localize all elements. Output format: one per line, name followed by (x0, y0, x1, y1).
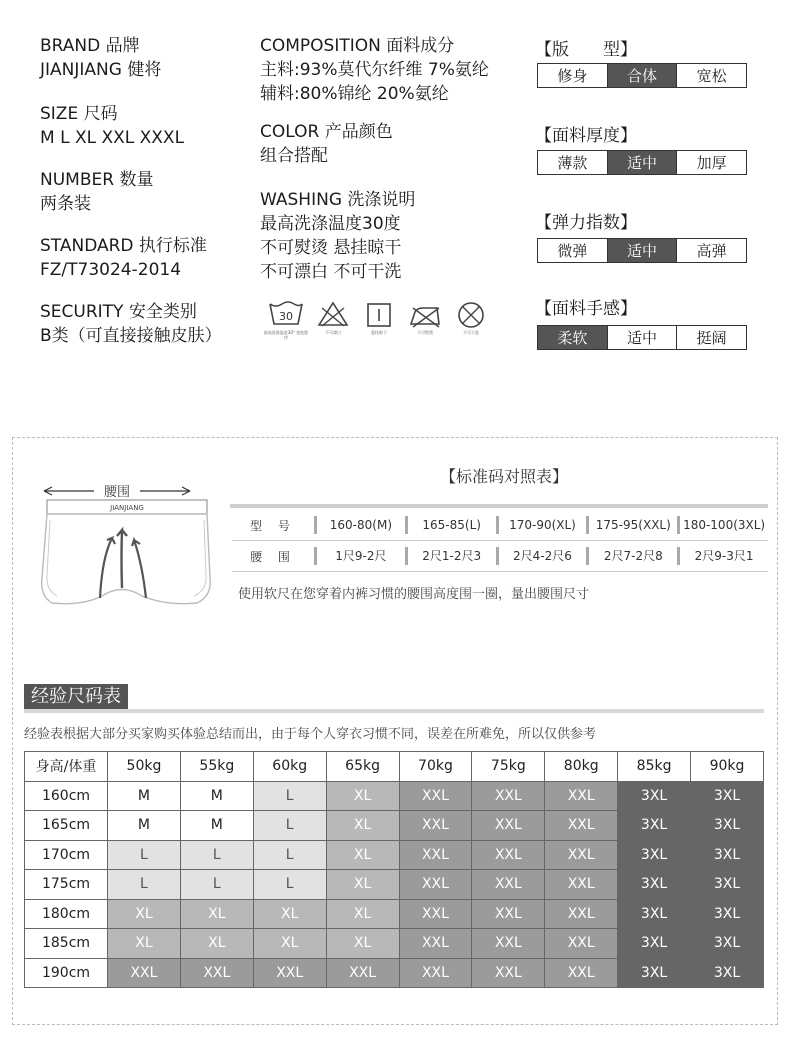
height-cell: 170cm (25, 840, 108, 870)
size-cell: L (108, 870, 181, 900)
standard-chart-top-bar (230, 504, 768, 508)
table-row (25, 958, 764, 988)
height-cell: 165cm (25, 811, 108, 841)
thickness-title: 【面料厚度】 (535, 126, 637, 146)
table-row (25, 811, 764, 841)
elasticity-options (537, 238, 747, 263)
no-iron-caption: 不可熨烫 (417, 330, 433, 335)
handfeel-option-soft: 柔软 (538, 326, 608, 349)
composition-line1: 主料:93%莫代尔纤维 7%氨纶 (260, 60, 489, 80)
handfeel-option-stiff: 挺阔 (696, 329, 727, 347)
standard-value: FZ/T73024-2014 (40, 260, 182, 280)
security-label: SECURITY 安全类别 (40, 302, 197, 322)
spec-column-left (40, 34, 250, 362)
size-cell: XXL (472, 840, 545, 870)
handfeel-title: 【面料手感】 (535, 299, 637, 319)
handfeel-options (537, 325, 747, 350)
size-cell: XXL (545, 870, 618, 900)
table-header-cell: 50kg (108, 752, 181, 782)
size-cell: XL (326, 899, 399, 929)
brand-label: BRAND 品牌 (40, 36, 140, 56)
hang-dry-caption: 悬挂晾干 (371, 330, 387, 335)
table-header-cell: 65kg (326, 752, 399, 782)
size-cell: 3XL (691, 899, 764, 929)
number-value: 两条装 (40, 194, 91, 214)
brand-block (40, 34, 250, 82)
experience-chart-title: 经验尺码表 (24, 684, 128, 710)
standard-cell: 165-85(L) (405, 516, 496, 534)
table-row (25, 781, 764, 811)
height-cell: 190cm (25, 958, 108, 988)
washing-label: WASHING 洗涤说明 (260, 190, 416, 210)
size-cell: XXL (180, 958, 253, 988)
size-cell: XL (326, 781, 399, 811)
underwear-waist-diagram (22, 478, 222, 623)
table-header-cell: 75kg (472, 752, 545, 782)
standard-row-model-header: 型 号 (250, 518, 296, 533)
table-header-cell: 身高/体重 (25, 752, 108, 782)
size-cell: XXL (326, 958, 399, 988)
size-cell: M (108, 811, 181, 841)
size-cell: L (253, 781, 326, 811)
table-row (25, 929, 764, 959)
no-dry-clean-icon (448, 300, 494, 340)
table-header-row (25, 752, 764, 782)
standard-chart-note: 使用软尺在您穿着内裤习惯的腰围高度围一圈，量出腰围尺寸 (238, 587, 590, 602)
size-cell: L (180, 870, 253, 900)
washing-line3: 不可漂白 不可干洗 (260, 262, 402, 282)
size-block (40, 102, 250, 150)
size-cell: XXL (399, 811, 472, 841)
size-cell: XL (326, 870, 399, 900)
size-cell: M (108, 781, 181, 811)
standard-cell: 1尺9-2尺 (314, 547, 405, 565)
size-cell: 3XL (691, 840, 764, 870)
table-row (25, 870, 764, 900)
color-block (260, 120, 530, 168)
washing-line2: 不可熨烫 悬挂晾干 (260, 238, 402, 258)
size-cell: XL (180, 899, 253, 929)
size-cell: 3XL (618, 870, 691, 900)
standard-cell: 2尺4-2尺6 (496, 547, 587, 565)
standard-cell: 2尺7-2尺8 (586, 547, 677, 565)
brand-value: JIANJIANG 健将 (40, 60, 162, 80)
size-cell: XXL (545, 840, 618, 870)
standard-block (40, 234, 250, 282)
size-cell: XXL (472, 958, 545, 988)
elasticity-option-high: 高弹 (696, 242, 727, 260)
size-cell: XXL (545, 811, 618, 841)
number-label: NUMBER 数量 (40, 170, 154, 190)
height-cell: 175cm (25, 870, 108, 900)
size-cell: XL (253, 929, 326, 959)
waist-label: 腰围 (103, 485, 131, 500)
size-cell: XL (326, 840, 399, 870)
size-cell: XXL (399, 840, 472, 870)
size-cell: 3XL (618, 840, 691, 870)
size-cell: 3XL (691, 870, 764, 900)
experience-chart-bar (24, 709, 764, 713)
composition-block (260, 34, 530, 106)
standard-label: STANDARD 执行标准 (40, 236, 207, 256)
table-header-cell: 70kg (399, 752, 472, 782)
size-cell: 3XL (618, 929, 691, 959)
size-cell: L (253, 870, 326, 900)
no-bleach-caption: 不可漂白 (325, 330, 341, 335)
no-iron-icon (402, 300, 448, 340)
size-cell: L (253, 811, 326, 841)
composition-label: COMPOSITION 面料成分 (260, 36, 455, 56)
size-cell: 3XL (691, 929, 764, 959)
washing-block (260, 188, 530, 284)
standard-row-model (232, 510, 768, 541)
experience-chart-note: 经验表根据大部分买家购买体验总结而出，由于每个人穿衣习惯不同，误差在所难免，所以仅供参考 (24, 727, 597, 742)
standard-cell: 170-90(XL) (496, 516, 587, 534)
size-cell: XXL (472, 781, 545, 811)
size-cell: L (253, 840, 326, 870)
wash-temp-text: 30 (279, 310, 293, 323)
size-cell: XXL (545, 781, 618, 811)
size-cell: 3XL (691, 811, 764, 841)
table-header-cell: 60kg (253, 752, 326, 782)
standard-cell: 2尺1-2尺3 (405, 547, 496, 565)
table-row (25, 840, 764, 870)
size-cell: XXL (472, 929, 545, 959)
table-row (25, 899, 764, 929)
size-cell: XL (180, 929, 253, 959)
size-cell: 3XL (618, 899, 691, 929)
size-cell: XXL (472, 899, 545, 929)
height-cell: 180cm (25, 899, 108, 929)
size-cell: XXL (399, 929, 472, 959)
number-block (40, 168, 250, 216)
size-cell: XXL (399, 781, 472, 811)
table-header-cell: 85kg (618, 752, 691, 782)
size-cell: 3XL (618, 811, 691, 841)
height-cell: 160cm (25, 781, 108, 811)
color-value: 组合搭配 (260, 146, 328, 166)
size-cell: XL (326, 811, 399, 841)
elasticity-option-medium: 适中 (608, 239, 678, 262)
fit-option-loose: 宽松 (696, 67, 727, 85)
standard-row-waist-header: 腰 围 (250, 549, 296, 564)
size-cell: M (180, 811, 253, 841)
size-cell: 3XL (618, 958, 691, 988)
size-cell: XXL (545, 899, 618, 929)
size-cell: XXL (399, 870, 472, 900)
standard-cell: 175-95(XXL) (586, 516, 677, 534)
hang-dry-icon (356, 300, 402, 340)
size-cell: 3XL (691, 781, 764, 811)
handfeel-option-medium: 适中 (608, 326, 678, 349)
thickness-option-thick: 加厚 (696, 154, 727, 172)
security-value: B类（可直接接触皮肤） (40, 326, 222, 346)
wash-30-caption: 最高洗涤温度30° 宽松程序 (263, 330, 309, 340)
size-label: SIZE 尺码 (40, 104, 118, 124)
size-cell: XXL (472, 870, 545, 900)
size-cell: XXL (399, 899, 472, 929)
thickness-options (537, 150, 747, 175)
composition-line2: 辅料:80%锦纶 20%氨纶 (260, 84, 449, 104)
size-cell: 3XL (618, 781, 691, 811)
table-header-cell: 80kg (545, 752, 618, 782)
thickness-option-medium: 适中 (608, 151, 678, 174)
standard-row-waist (232, 541, 768, 572)
size-cell: XL (108, 899, 181, 929)
size-cell: XL (253, 899, 326, 929)
wash-icons (262, 300, 494, 340)
standard-cell: 180-100(3XL) (677, 516, 768, 534)
washing-line1: 最高洗涤温度30度 (260, 214, 401, 234)
size-cell: XXL (399, 958, 472, 988)
elasticity-title: 【弹力指数】 (535, 213, 637, 233)
standard-cell: 2尺9-3尺1 (677, 547, 768, 565)
size-cell: XXL (253, 958, 326, 988)
size-cell: XL (108, 929, 181, 959)
diagram-brand: JIANJIANG (110, 504, 144, 512)
fit-option-regular: 合体 (608, 64, 678, 87)
fit-title: 【版 型】 (535, 40, 637, 60)
size-cell: L (108, 840, 181, 870)
table-header-cell: 90kg (691, 752, 764, 782)
standard-chart-title: 【标准码对照表】 (440, 467, 569, 486)
no-dry-clean-caption: 不可干洗 (463, 330, 479, 335)
elasticity-option-slight: 微弹 (538, 239, 608, 262)
standard-size-table (232, 510, 768, 572)
size-cell: XL (326, 929, 399, 959)
size-cell: L (180, 840, 253, 870)
experience-size-table (24, 751, 764, 988)
thickness-option-thin: 薄款 (538, 151, 608, 174)
size-cell: XXL (545, 929, 618, 959)
size-value: M L XL XXL XXXL (40, 128, 185, 148)
wash-30-icon (262, 300, 310, 340)
size-cell: XXL (472, 811, 545, 841)
size-cell: XXL (108, 958, 181, 988)
height-cell: 185cm (25, 929, 108, 959)
no-bleach-icon (310, 300, 356, 340)
size-cell: M (180, 781, 253, 811)
fit-option-slim: 修身 (538, 64, 608, 87)
standard-cell: 160-80(M) (314, 516, 405, 534)
color-label: COLOR 产品颜色 (260, 122, 393, 142)
fit-options (537, 63, 747, 88)
table-header-cell: 55kg (180, 752, 253, 782)
spec-column-middle (260, 34, 530, 298)
security-block (40, 300, 250, 348)
size-cell: 3XL (691, 958, 764, 988)
size-cell: XXL (545, 958, 618, 988)
